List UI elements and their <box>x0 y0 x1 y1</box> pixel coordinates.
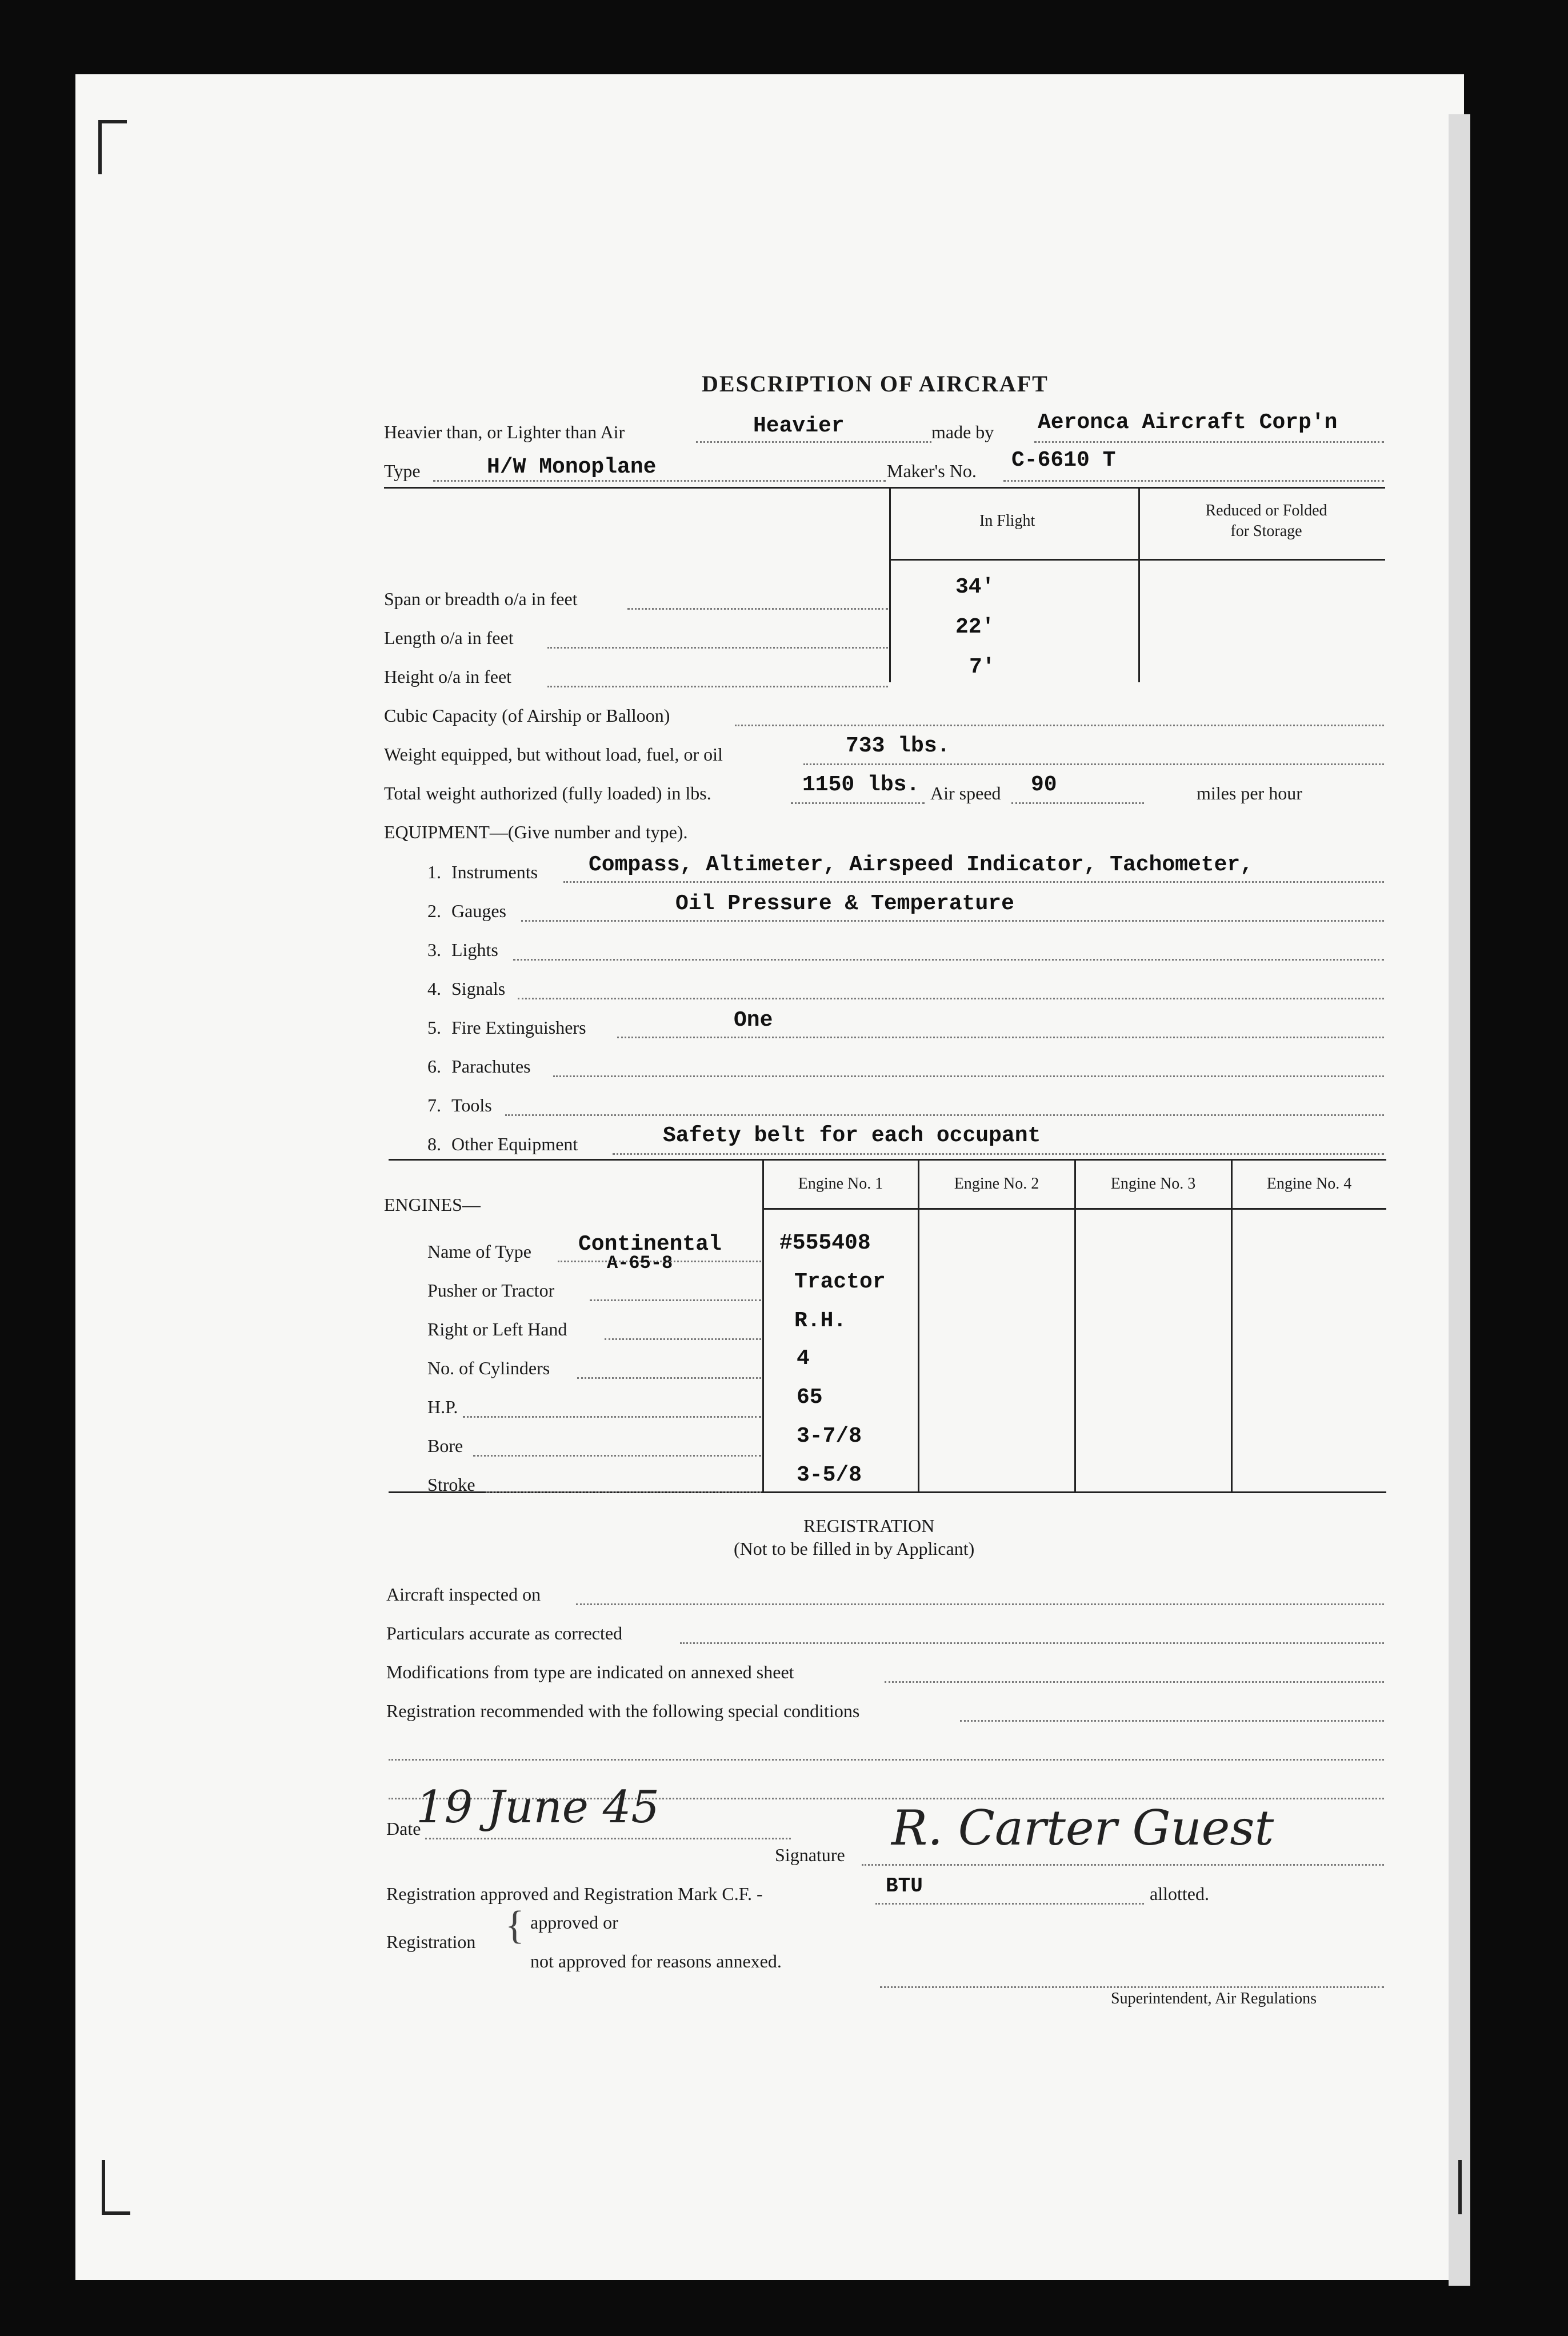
corner-mark-bottom-left <box>102 2160 105 2214</box>
airspeed-value: 90 <box>1031 773 1057 797</box>
recommended-label: Registration recommended with the following special conditions <box>386 1701 860 1721</box>
cylinders-label: No. of Cylinders <box>427 1358 550 1378</box>
engine-1-serial: #555408 <box>779 1231 871 1255</box>
weight-label: Weight equipped, but without load, fuel, or oil <box>384 744 723 765</box>
registration-mark-value: BTU <box>886 1874 923 1898</box>
makers-no-value: C-6610 T <box>1011 448 1116 473</box>
equipment-num-5: 5. <box>427 1017 441 1038</box>
engine-1-bore: 3-7/8 <box>797 1424 862 1449</box>
equipment-num-7: 7. <box>427 1095 441 1115</box>
made-by-value: Aeronca Aircraft Corp'n <box>1038 410 1338 435</box>
inspected-label: Aircraft inspected on <box>386 1584 541 1605</box>
modifications-label: Modifications from type are indicated on annexed sheet <box>386 1662 794 1682</box>
form-title: DESCRIPTION OF AIRCRAFT <box>702 371 1049 397</box>
other-equipment-label: Other Equipment <box>451 1134 578 1154</box>
registration-subheading: (Not to be filled in by Applicant) <box>734 1538 975 1559</box>
made-by-label: made by <box>931 422 994 442</box>
equipment-num-8: 8. <box>427 1134 441 1154</box>
weight-value: 733 lbs. <box>846 734 950 758</box>
approved-label: Registration approved and Registration Mark C.F. - <box>386 1883 763 1904</box>
engine-1-cylinders: 4 <box>797 1346 810 1371</box>
particulars-label: Particulars accurate as corrected <box>386 1623 623 1643</box>
equipment-num-6: 6. <box>427 1056 441 1077</box>
hp-label: H.P. <box>427 1397 458 1417</box>
registration-heading: REGISTRATION <box>803 1515 935 1536</box>
other-equipment-value: Safety belt for each occupant <box>663 1123 1041 1148</box>
type-label: Type <box>384 461 421 481</box>
heavier-value: Heavier <box>753 414 845 438</box>
gauges-value: Oil Pressure & Temperature <box>675 891 1014 916</box>
col-engine-1: Engine No. 1 <box>798 1175 883 1193</box>
height-value: 7' <box>969 655 995 679</box>
corner-mark-bottom-left <box>102 2211 130 2215</box>
total-weight-label: Total weight authorized (fully loaded) in lbs. <box>384 783 711 803</box>
type-value: H/W Monoplane <box>487 455 657 479</box>
fire-extinguishers-value: One <box>734 1008 773 1033</box>
heavier-label: Heavier than, or Lighter than Air <box>384 422 625 442</box>
engine-1-pusher-tractor: Tractor <box>794 1270 886 1294</box>
signals-label: Signals <box>451 978 506 999</box>
equipment-num-3: 3. <box>427 939 441 960</box>
bracket: { <box>505 1903 525 1947</box>
signature-label: Signature <box>775 1845 845 1865</box>
date-value: 19 June 45 <box>416 1782 659 1833</box>
superintendent-label: Superintendent, Air Regulations <box>1111 1990 1317 2007</box>
corner-mark-top-left <box>98 120 127 123</box>
col-reduced: Reduced or Folded for Storage <box>1205 502 1327 540</box>
col-engine-2: Engine No. 2 <box>954 1175 1039 1193</box>
cubic-label: Cubic Capacity (of Airship or Balloon) <box>384 705 670 726</box>
equipment-num-1: 1. <box>427 862 441 882</box>
engine-1-hand: R.H. <box>794 1309 847 1333</box>
lights-label: Lights <box>451 939 498 960</box>
engine-model-value: A-65-8 <box>607 1253 673 1274</box>
equipment-num-2: 2. <box>427 901 441 921</box>
total-weight-value: 1150 lbs. <box>802 773 920 797</box>
engines-heading: ENGINES— <box>384 1194 481 1215</box>
pusher-tractor-label: Pusher or Tractor <box>427 1280 555 1301</box>
not-approved-option: not approved for reasons annexed. <box>530 1951 782 1971</box>
equipment-num-4: 4. <box>427 978 441 999</box>
length-value: 22' <box>955 615 995 639</box>
mph-label: miles per hour <box>1197 783 1302 803</box>
engine-1-stroke: 3-5/8 <box>797 1463 862 1487</box>
makers-no-label: Maker's No. <box>887 461 977 481</box>
tools-label: Tools <box>451 1095 492 1115</box>
bore-label: Bore <box>427 1435 463 1456</box>
signature-value: R. Carter Guest <box>891 1800 1274 1856</box>
col-engine-3: Engine No. 3 <box>1110 1175 1196 1193</box>
name-of-type-label: Name of Type <box>427 1241 531 1262</box>
stroke-label: Stroke <box>427 1474 475 1495</box>
instruments-value: Compass, Altimeter, Airspeed Indicator, Tachometer, <box>589 853 1253 877</box>
engine-name-value: Continental <box>578 1232 722 1257</box>
gauges-label: Gauges <box>451 901 506 921</box>
date-label: Date <box>386 1818 421 1839</box>
corner-mark-bottom-right <box>1458 2160 1462 2214</box>
col-in-flight: In Flight <box>979 512 1035 530</box>
right-left-hand-label: Right or Left Hand <box>427 1319 567 1339</box>
col-engine-4: Engine No. 4 <box>1266 1175 1352 1193</box>
span-label: Span or breadth o/a in feet <box>384 589 578 609</box>
span-value: 34' <box>955 575 995 599</box>
registration-label: Registration <box>386 1931 476 1952</box>
corner-mark-top-left <box>98 120 102 174</box>
fire-extinguishers-label: Fire Extinguishers <box>451 1017 586 1038</box>
instruments-label: Instruments <box>451 862 538 882</box>
height-label: Height o/a in feet <box>384 666 512 687</box>
approved-option: approved or <box>530 1912 618 1933</box>
parachutes-label: Parachutes <box>451 1056 531 1077</box>
allotted-label: allotted. <box>1150 1883 1209 1904</box>
airspeed-label: Air speed <box>930 783 1001 803</box>
equipment-heading: EQUIPMENT—(Give number and type). <box>384 822 688 842</box>
engine-1-hp: 65 <box>797 1385 823 1410</box>
page-edge <box>1449 114 1470 2286</box>
length-label: Length o/a in feet <box>384 627 514 648</box>
